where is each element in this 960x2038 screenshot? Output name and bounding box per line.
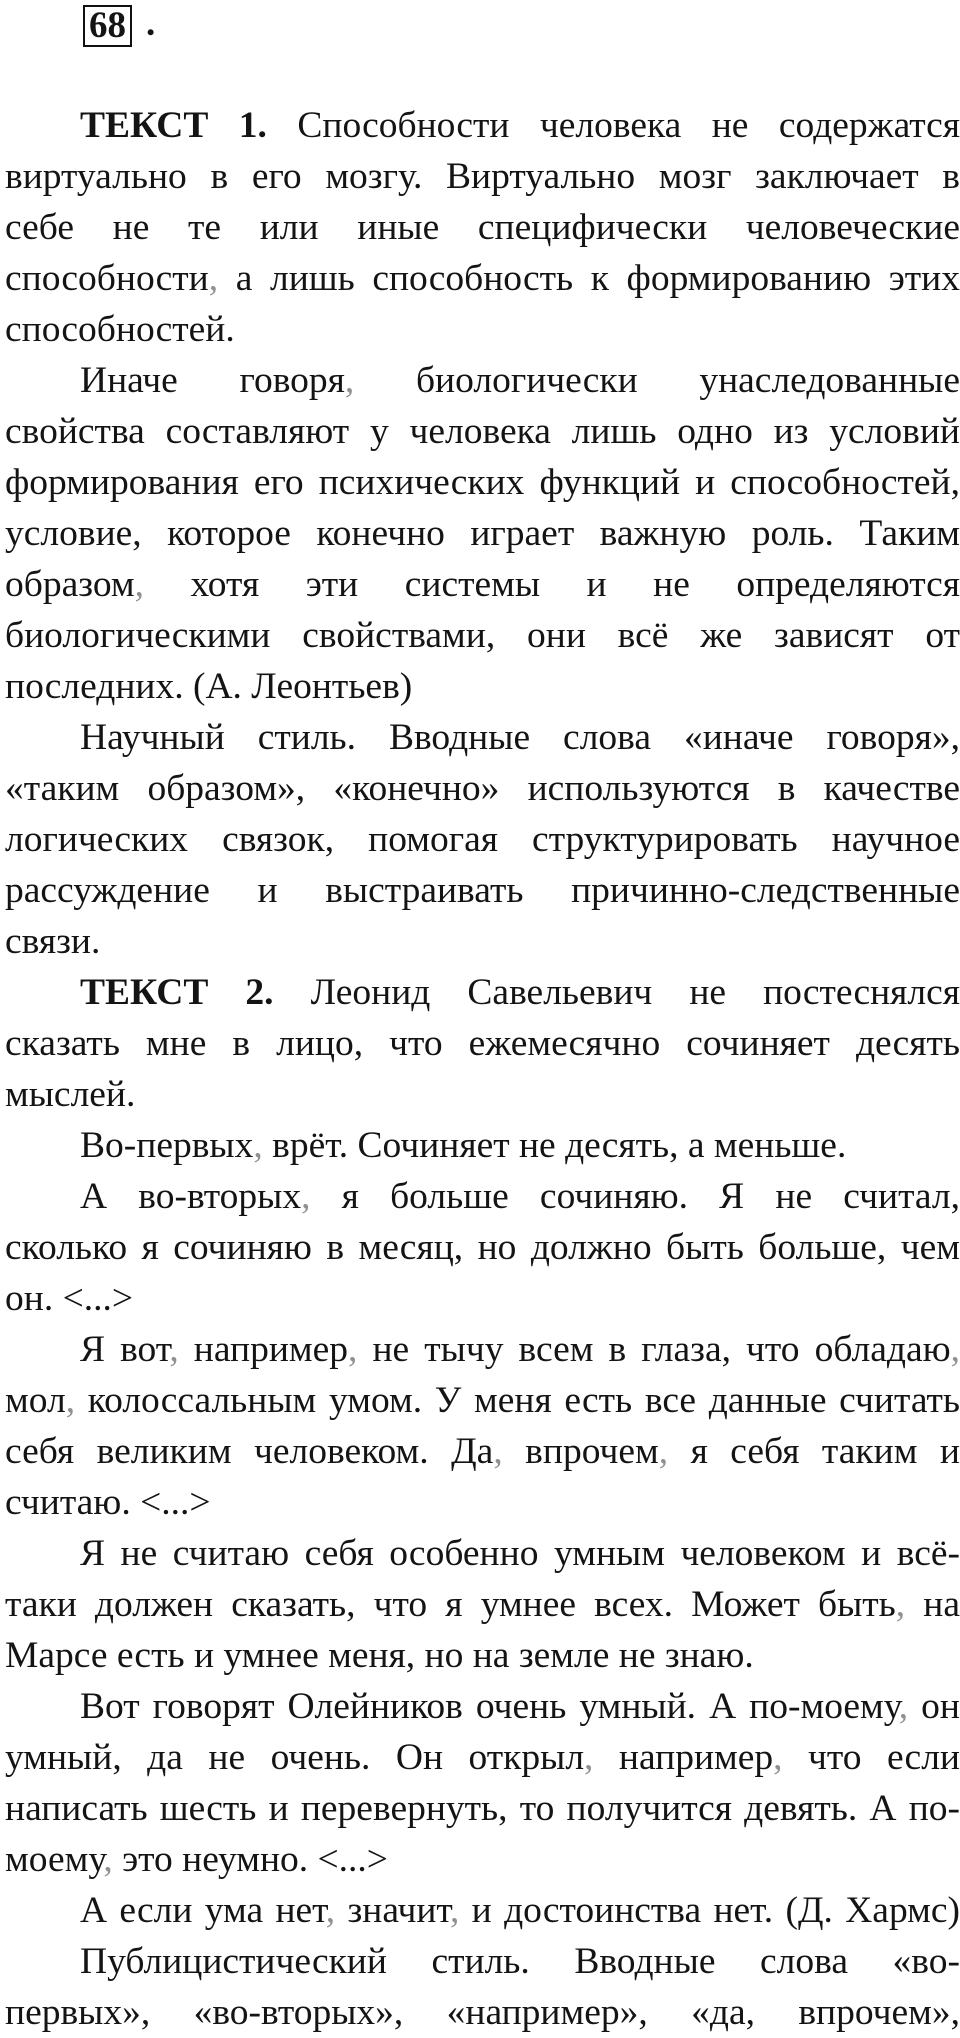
text-fragment: таки должен сказать, что я умнее всех. Может быть [5,1584,896,1625]
text-fragment: хотя эти системы и не определяются [143,564,960,605]
text-fragment: он [908,1686,960,1727]
highlighted-comma: , [584,1737,594,1778]
text1-analysis-line: логических связок, помогая структурировать научное [5,819,960,860]
text2-analysis-line: первых», «во-вторых», «например», «да, впрочем», [5,1992,960,2033]
text1-line [5,559,960,610]
text1-analysis-line: «таким образом», «конечно» используются в качестве [5,768,960,809]
text2-line [5,1426,960,1477]
text1-line: себе не те или иные специфически человеческие [5,207,960,248]
highlighted-comma: , [253,1125,263,1166]
text2-line: сколько я сочиняю в месяц, но должно быть больше, чем [5,1227,960,1268]
highlighted-comma: , [344,360,355,401]
text2-line [5,967,960,1018]
text-fragment: А во-вторых [80,1176,302,1217]
highlighted-comma: , [325,1890,336,1931]
text2-line [5,1834,960,1885]
text-fragment: Во-первых [80,1125,254,1166]
text2-line [5,1324,960,1375]
text2-analysis-line: Публицистический стиль. Вводные слова «во- [80,1941,960,1982]
text2-label: ТЕКСТ 2. [80,972,274,1013]
highlighted-comma: , [301,1176,311,1217]
text2-line: Я не считаю себя особенно умным человеком и всё- [80,1533,960,1574]
text2-line [5,1579,960,1630]
text-fragment: образом [5,564,135,605]
highlighted-comma: , [898,1686,909,1727]
text1-line [5,253,960,304]
text-fragment: например [593,1737,774,1778]
text-fragment: Леонид Савельевич не постеснялся [310,972,960,1013]
text-fragment: колоссальным умом. У меня есть все данные считать [75,1380,960,1421]
highlighted-comma: , [103,1839,113,1880]
text-fragment: что если [782,1737,960,1778]
text2-line [5,1171,960,1222]
text-fragment: я больше сочиняю. Я не считал, [310,1176,960,1217]
text-fragment: себя великим человеком. Да [5,1431,494,1472]
text1-line [5,355,960,406]
highlighted-comma: , [348,1329,358,1370]
highlighted-comma: , [773,1737,783,1778]
highlighted-comma: , [449,1890,460,1931]
text1-label: ТЕКСТ 1. [80,105,267,146]
text1-line: свойства составляют у человека лишь одно из условий [5,411,960,452]
highlighted-comma: , [65,1380,76,1421]
text2-line [5,1885,960,1936]
text2-line: написать шесть и перевернуть, то получится девять. А по- [5,1788,960,1829]
text1-line: виртуально в его мозгу. Виртуально мозг заключает в [5,156,960,197]
text-fragment: а лишь способность к формированию этих [218,258,960,299]
text2-line: Марсе есть и умнее меня, но на земле не знаю. [5,1635,754,1676]
highlighted-comma: , [950,1329,960,1370]
text1-analysis-line: рассуждение и выстраивать причинно-следственные [5,870,960,911]
text1-line: способностей. [5,309,235,350]
text-fragment: например [178,1329,349,1370]
exercise-number-dot: . [146,3,156,44]
text-fragment: врёт. Сочиняет не десять, а меньше. [262,1125,847,1166]
text2-line: он. <...> [5,1278,133,1319]
text-fragment: это неумно. <...> [112,1839,388,1880]
text-fragment: Вот говорят Олейников очень умный. А по-моему [80,1686,899,1727]
text-fragment: на [905,1584,960,1625]
text1-line: формирования его психических функций и способностей, [5,462,960,503]
text2-line: считаю. <...> [5,1482,211,1523]
exercise-text [5,100,960,2038]
text-fragment: Я вот [80,1329,170,1370]
exercise-number-badge: 68 [83,5,132,47]
highlighted-comma: , [895,1584,906,1625]
text2-line [5,1732,960,1783]
text2-line [5,1681,960,1732]
highlighted-comma: , [493,1431,503,1472]
text-fragment: впрочем [502,1431,659,1472]
text1-line: условие, которое конечно играет важную роль. Таким [5,513,960,554]
text-fragment: значит [335,1890,450,1931]
text-fragment: А если ума нет [80,1890,326,1931]
highlighted-comma: , [169,1329,179,1370]
text1-analysis-line: Научный стиль. Вводные слова «иначе говоря», [80,717,960,758]
text-fragment: и достоинства нет. (Д. Хармс) [459,1890,960,1931]
text2-line [5,1375,960,1426]
text-fragment: умный, да не очень. Он открыл [5,1737,585,1778]
text2-line: мыслей. [5,1074,136,1115]
text2-line [5,1120,960,1171]
text1-analysis-line: связи. [5,921,101,962]
highlighted-comma: , [208,258,219,299]
text-fragment: я себя таким и [668,1431,960,1472]
text-fragment: способности [5,258,209,299]
highlighted-comma: , [134,564,144,605]
text-fragment: моему [5,1839,104,1880]
text1-line [5,100,960,151]
text-fragment: биологически унаследованные [354,360,960,401]
text-fragment: мол [5,1380,66,1421]
text2-line: сказать мне в лицо, что ежемесячно сочиняет десять [5,1023,960,1064]
text-fragment: Способности человека не содержатся [297,105,960,146]
text-fragment: не тычу всем в глаза, что обладаю [357,1329,951,1370]
text1-line: биологическими свойствами, они всё же зависят от [5,615,960,656]
highlighted-comma: , [658,1431,669,1472]
text1-line: последних. (А. Леонтьев) [5,666,413,707]
text-fragment: Иначе говоря [80,360,345,401]
